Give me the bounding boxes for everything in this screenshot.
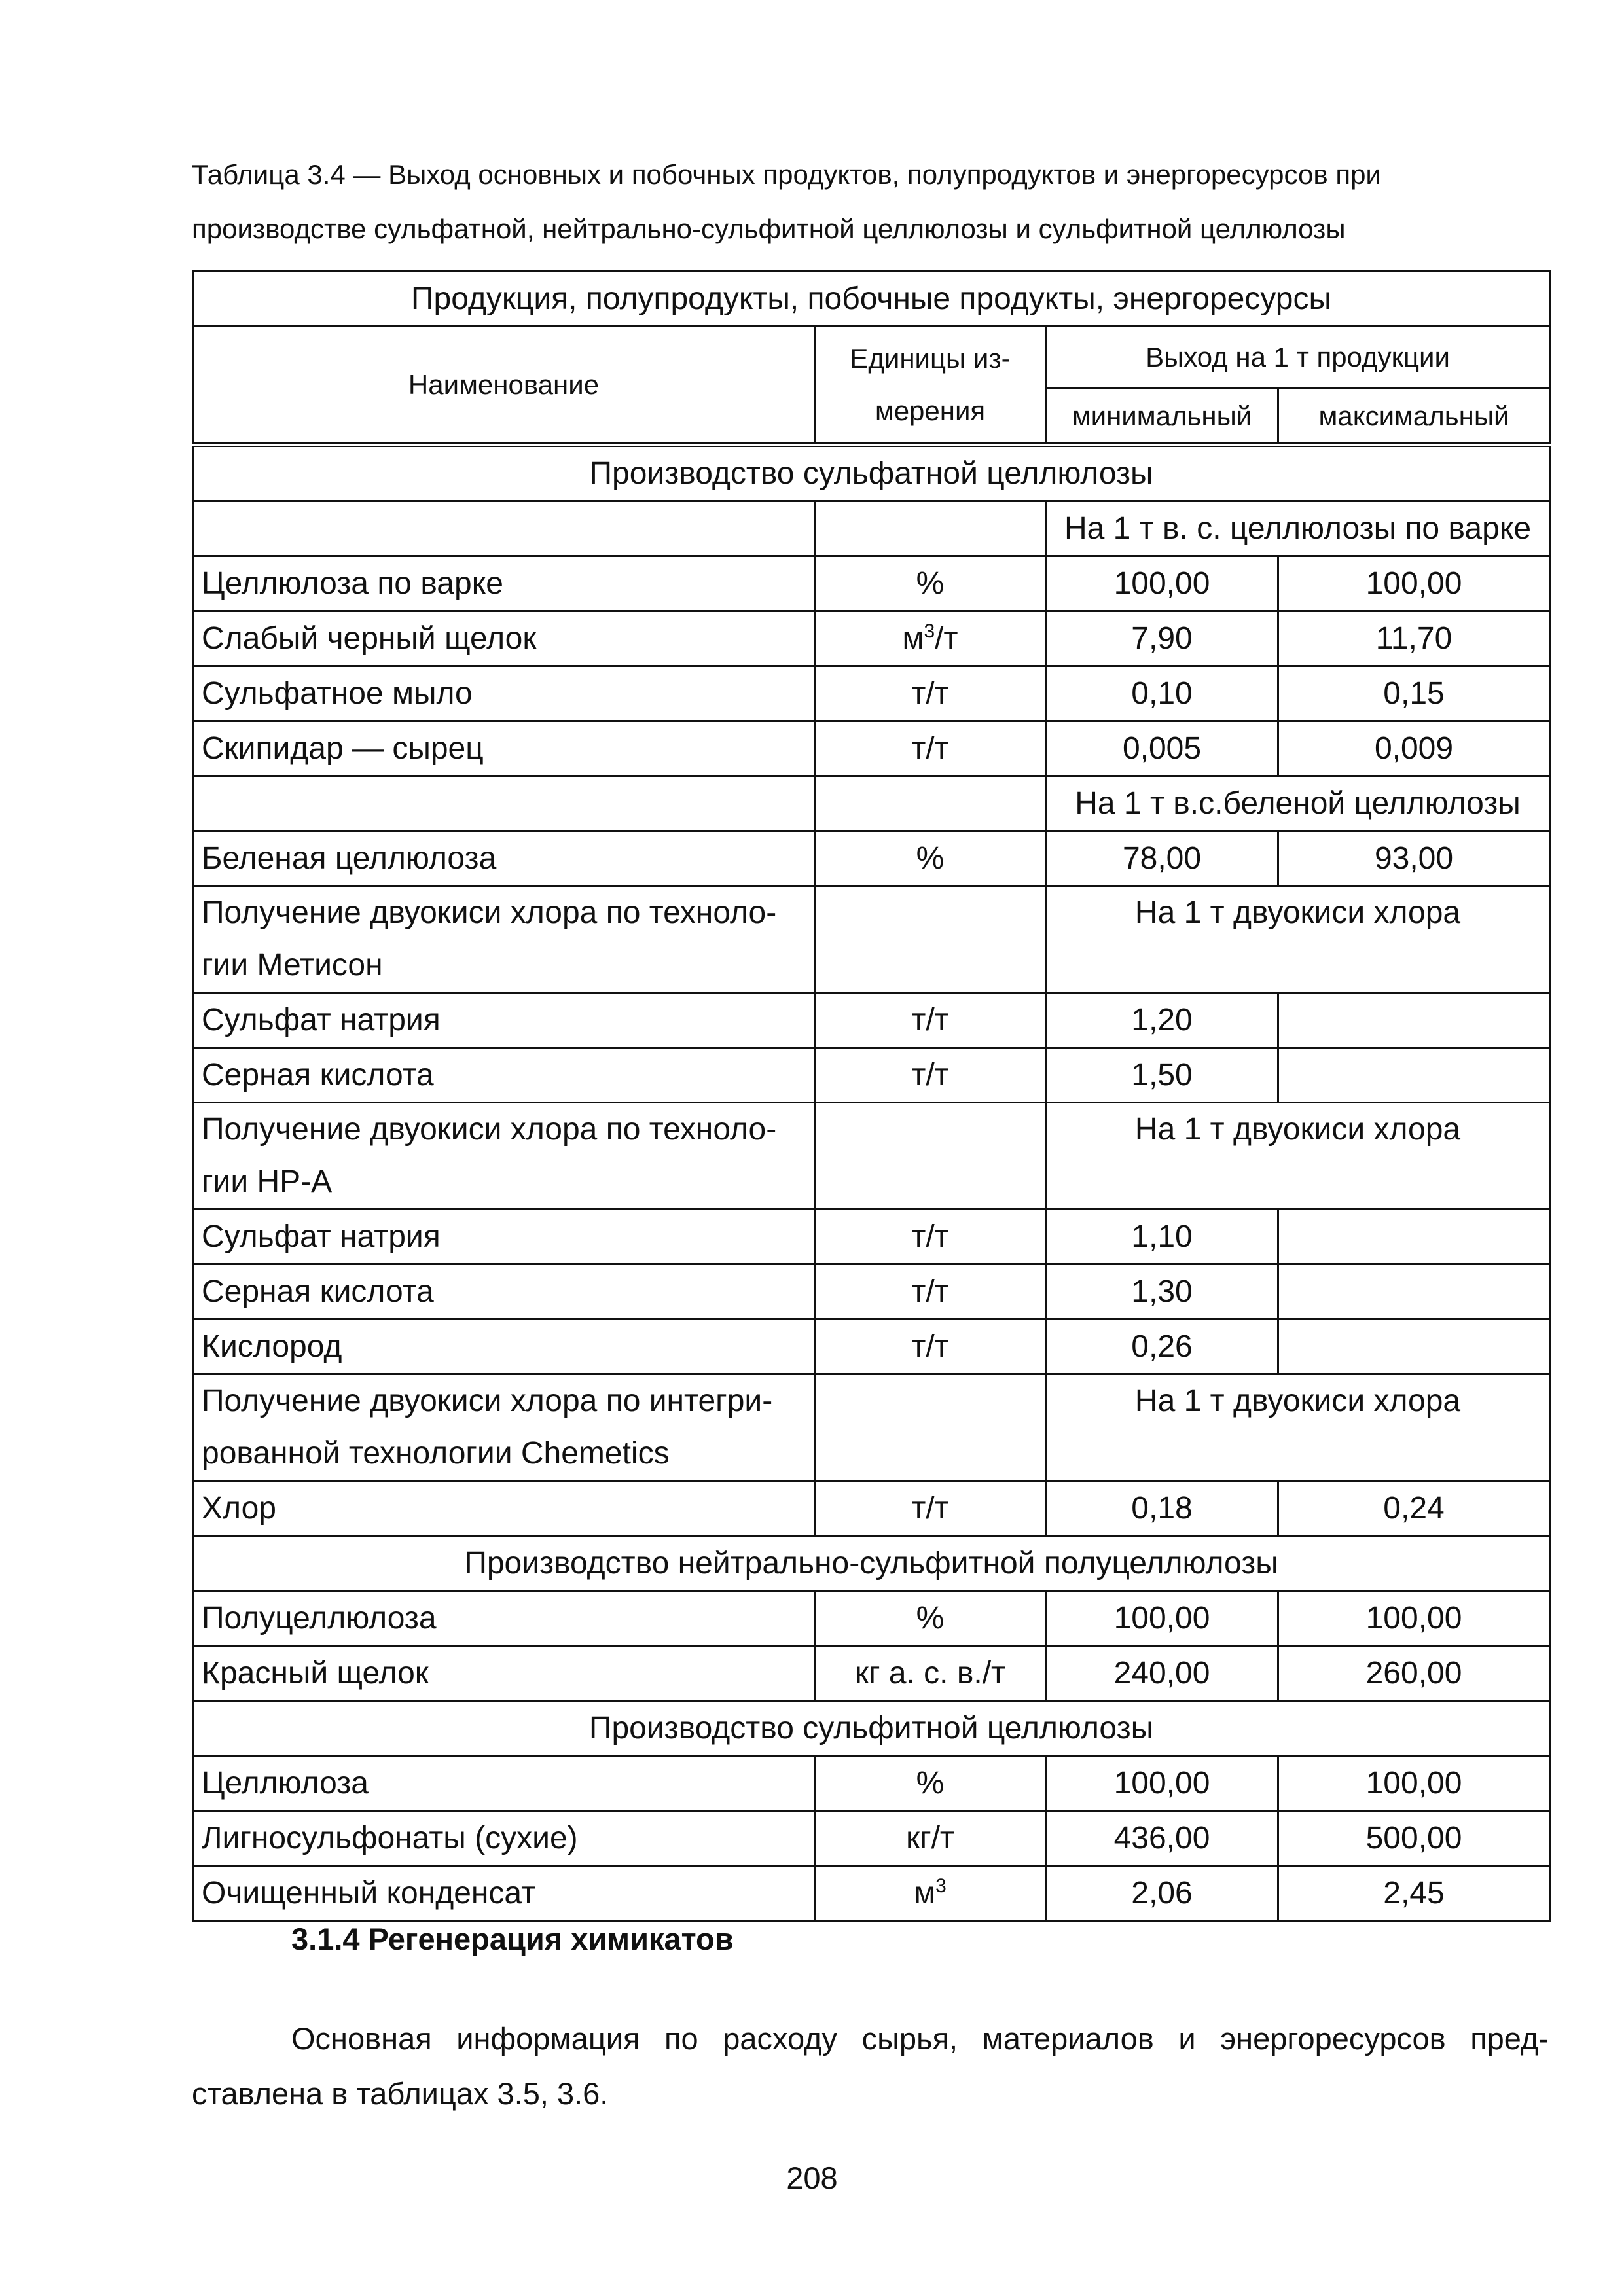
col-units-line-2: мерения xyxy=(875,395,986,426)
row-name xyxy=(193,1374,815,1481)
products-yield-table xyxy=(192,270,1551,1922)
empty-cell xyxy=(815,1103,1046,1210)
empty-cell xyxy=(193,776,815,831)
table-header-row xyxy=(193,327,1550,389)
empty-cell xyxy=(193,501,815,556)
row-name-line-1: Получение двуокиси хлора по техноло- xyxy=(202,1112,777,1147)
row-max xyxy=(1278,1048,1550,1103)
table-row xyxy=(193,1210,1550,1265)
row-name: Целлюлоза по варке xyxy=(193,556,815,611)
row-name: Слабый черный щелок xyxy=(193,611,815,666)
table-row xyxy=(193,886,1550,993)
row-max xyxy=(1278,1265,1550,1319)
row-name xyxy=(193,886,815,993)
section-title: Производство нейтрально-сульфитной полуцеллюлозы xyxy=(193,1536,1550,1591)
row-max: 0,009 xyxy=(1278,721,1550,776)
table-row xyxy=(193,993,1550,1048)
row-unit: т/т xyxy=(815,721,1046,776)
table-header-row xyxy=(193,272,1550,327)
col-units-header xyxy=(815,327,1046,445)
row-min: 436,00 xyxy=(1046,1811,1278,1866)
row-max: 100,00 xyxy=(1278,1591,1550,1646)
table-row xyxy=(193,1048,1550,1103)
row-max: 2,45 xyxy=(1278,1866,1550,1921)
unit-exponent: 3 xyxy=(935,1874,947,1897)
empty-cell xyxy=(815,501,1046,556)
row-max: 100,00 xyxy=(1278,1756,1550,1811)
row-max: 260,00 xyxy=(1278,1646,1550,1701)
table-caption xyxy=(192,147,1553,256)
table-row xyxy=(193,1319,1550,1374)
paragraph-line-2: ставлена в таблицах 3.5, 3.6. xyxy=(192,2076,609,2111)
row-name: Сульфат натрия xyxy=(193,993,815,1048)
row-unit: % xyxy=(815,1756,1046,1811)
table-row xyxy=(193,831,1550,886)
table-row xyxy=(193,1756,1550,1811)
row-name: Лигносульфонаты (сухие) xyxy=(193,1811,815,1866)
row-max xyxy=(1278,993,1550,1048)
table-row xyxy=(193,1591,1550,1646)
caption-line-1: Таблица 3.4 — Выход основных и побочных продуктов, полупродуктов и энергоресурсов при xyxy=(192,159,1381,190)
row-name: Сульфатное мыло xyxy=(193,666,815,721)
paragraph-line-1: Основная информация по расходу сырья, материалов и энергоресурсов пред- xyxy=(291,2021,1549,2056)
row-unit xyxy=(815,611,1046,666)
col-output-header: Выход на 1 т продукции xyxy=(1046,327,1550,389)
row-name: Серная кислота xyxy=(193,1265,815,1319)
row-max xyxy=(1278,1319,1550,1374)
row-max: 93,00 xyxy=(1278,831,1550,886)
row-unit: % xyxy=(815,556,1046,611)
row-max: 0,24 xyxy=(1278,1481,1550,1536)
table-row xyxy=(193,721,1550,776)
row-unit: т/т xyxy=(815,993,1046,1048)
empty-cell xyxy=(815,776,1046,831)
row-name-line-2: гии НР-А xyxy=(202,1164,333,1199)
row-min: 1,30 xyxy=(1046,1265,1278,1319)
table-row xyxy=(193,1866,1550,1921)
row-name: Хлор xyxy=(193,1481,815,1536)
col-min-header: минимальный xyxy=(1046,389,1278,445)
row-max: 100,00 xyxy=(1278,556,1550,611)
basis-label: На 1 т двуокиси хлора xyxy=(1046,886,1550,993)
row-min: 0,18 xyxy=(1046,1481,1278,1536)
section-heading: 3.1.4 Регенерация химикатов xyxy=(291,1922,734,1956)
row-unit: % xyxy=(815,831,1046,886)
row-max xyxy=(1278,1210,1550,1265)
row-name: Полуцеллюлоза xyxy=(193,1591,815,1646)
row-min: 1,10 xyxy=(1046,1210,1278,1265)
row-min: 7,90 xyxy=(1046,611,1278,666)
row-unit: т/т xyxy=(815,1048,1046,1103)
row-unit: т/т xyxy=(815,666,1046,721)
row-unit: % xyxy=(815,1591,1046,1646)
table-row xyxy=(193,1481,1550,1536)
row-max: 500,00 xyxy=(1278,1811,1550,1866)
caption-line-2: производстве сульфатной, нейтрально-сульфитной целлюлозы и сульфитной целлюлозы xyxy=(192,213,1346,244)
row-name: Скипидар — сырец xyxy=(193,721,815,776)
basis-label: На 1 т двуокиси хлора xyxy=(1046,1103,1550,1210)
section-title: Производство сульфатной целлюлозы xyxy=(193,445,1550,501)
unit-suffix: /т xyxy=(935,620,958,656)
section-row xyxy=(193,445,1550,501)
page-number: 208 xyxy=(786,2161,838,2195)
table-row xyxy=(193,1811,1550,1866)
table-row xyxy=(193,666,1550,721)
basis-label: На 1 т в. с. целлюлозы по варке xyxy=(1046,501,1550,556)
section-row xyxy=(193,1701,1550,1756)
empty-cell xyxy=(815,886,1046,993)
row-name: Сульфат натрия xyxy=(193,1210,815,1265)
row-name xyxy=(193,1103,815,1210)
row-unit xyxy=(815,1866,1046,1921)
header-top-cell: Продукция, полупродукты, побочные продукты, энергоресурсы xyxy=(193,272,1550,327)
table-row xyxy=(193,556,1550,611)
unit-exponent: 3 xyxy=(924,620,935,642)
basis-row xyxy=(193,776,1550,831)
row-max: 0,15 xyxy=(1278,666,1550,721)
row-unit: т/т xyxy=(815,1481,1046,1536)
row-min: 78,00 xyxy=(1046,831,1278,886)
row-min: 0,10 xyxy=(1046,666,1278,721)
table-row xyxy=(193,611,1550,666)
table-row xyxy=(193,1265,1550,1319)
table-row xyxy=(193,1103,1550,1210)
row-name-line-2: гии Метисон xyxy=(202,948,383,982)
section-row xyxy=(193,1536,1550,1591)
empty-cell xyxy=(815,1374,1046,1481)
row-min: 1,50 xyxy=(1046,1048,1278,1103)
col-name-header: Наименование xyxy=(193,327,815,445)
row-name: Серная кислота xyxy=(193,1048,815,1103)
basis-label: На 1 т двуокиси хлора xyxy=(1046,1374,1550,1481)
section-title: Производство сульфитной целлюлозы xyxy=(193,1701,1550,1756)
row-name: Красный щелок xyxy=(193,1646,815,1701)
row-name: Кислород xyxy=(193,1319,815,1374)
row-min: 1,20 xyxy=(1046,993,1278,1048)
unit-base: м xyxy=(902,620,924,656)
row-max: 11,70 xyxy=(1278,611,1550,666)
row-unit: т/т xyxy=(815,1265,1046,1319)
col-max-header: максимальный xyxy=(1278,389,1550,445)
row-name-line-2: рованной технологии Chemetics xyxy=(202,1436,670,1471)
col-units-line-1: Единицы из- xyxy=(850,343,1011,374)
row-unit: т/т xyxy=(815,1319,1046,1374)
row-unit: кг/т xyxy=(815,1811,1046,1866)
row-min: 100,00 xyxy=(1046,1591,1278,1646)
row-name-line-1: Получение двуокиси хлора по интегри- xyxy=(202,1384,773,1418)
basis-label: На 1 т в.с.беленой целлюлозы xyxy=(1046,776,1550,831)
row-name-line-1: Получение двуокиси хлора по техноло- xyxy=(202,895,777,930)
row-unit: т/т xyxy=(815,1210,1046,1265)
basis-row xyxy=(193,501,1550,556)
row-min: 0,005 xyxy=(1046,721,1278,776)
row-name: Целлюлоза xyxy=(193,1756,815,1811)
row-min: 240,00 xyxy=(1046,1646,1278,1701)
table-row xyxy=(193,1374,1550,1481)
row-min: 0,26 xyxy=(1046,1319,1278,1374)
row-min: 2,06 xyxy=(1046,1866,1278,1921)
unit-base: м xyxy=(914,1875,936,1910)
body-paragraph xyxy=(192,2011,1549,2121)
row-name: Очищенный конденсат xyxy=(193,1866,815,1921)
table-row xyxy=(193,1646,1550,1701)
row-name: Беленая целлюлоза xyxy=(193,831,815,886)
row-min: 100,00 xyxy=(1046,1756,1278,1811)
row-unit: кг а. с. в./т xyxy=(815,1646,1046,1701)
row-min: 100,00 xyxy=(1046,556,1278,611)
